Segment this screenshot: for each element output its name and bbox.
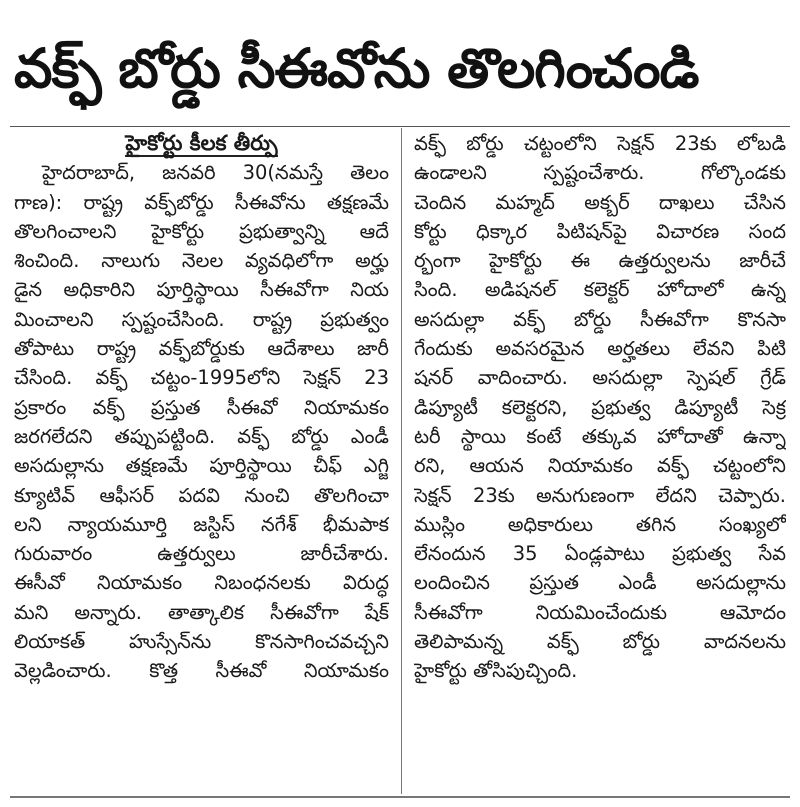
subheadline (14, 129, 389, 158)
body-line: ర్భంగా హైకోర్టు ఈ ఉత్తర్వులను జారీచే (414, 249, 786, 273)
body-line: సింది. అడిషనల్ కలెక్టర్ హోదాలో ఉన్న (414, 278, 786, 302)
body-line: గేందుకు అవసరమైన అర్హతలు లేవని పిటి (414, 337, 786, 361)
body-line: సెక్షన్ 23కు అనుగుణంగా లేదని చెప్పారు. (414, 483, 786, 507)
headline-rule (10, 126, 790, 127)
body-line: ఈసీవో నియామకం నిబంధనలకు విరుద్ధ (14, 571, 389, 595)
subheadline-text: హైకోర్టు కీలక తీర్పు (125, 131, 278, 155)
body-line: హైకోర్టు తోసిపుచ్చింది. (414, 659, 578, 683)
body-line: మించాలని స్పష్టంచేసింది. రాష్ట్ర ప్రభుత్వం (14, 307, 389, 331)
body-line: లందించిన ప్రస్తుత ఎండీ అసదుల్లాను (414, 571, 786, 595)
body-line: టరీ స్థాయి కంటే తక్కువ హోదాతో ఉన్నా (414, 424, 786, 448)
body-line: గురువారం ఉత్తర్వులు జారీచేశారు. (14, 542, 389, 566)
headline: వక్ఫ్ బోర్డు సీఈవోను తొలగించండి (14, 37, 699, 100)
body-line: అసదుల్లాను తక్షణమే పూర్తిస్థాయి చీఫ్ ఎగ్జి (14, 454, 389, 478)
body-line: జరగలేదని తప్పుపట్టింది. వక్ఫ్ బోర్డు ఎండీ (14, 424, 389, 448)
left-column (14, 129, 389, 794)
body-line: తొలగించాలని హైకోర్టు ప్రభుత్వాన్ని ఆదే (14, 219, 389, 243)
body-line: అసదుల్లా వక్ఫ్ బోర్డు సీఈవోగా కొనసా (414, 307, 786, 331)
body-line: లియాకత్ హుస్సేన్‌ను కొనసాగించవచ్చని (14, 630, 389, 654)
body-line: కోర్టు ధిక్కార పిటిషన్‌పై విచారణ సంద (414, 219, 786, 243)
body-line: హైదరాబాద్, జనవరి 30(నమస్తే తెలం (42, 161, 389, 185)
body-line: మని అన్నారు. తాత్కాలిక సీఈవోగా షేక్ (14, 600, 389, 624)
body-line: తెలిపామన్న వక్ఫ్ బోర్డు వాదనలను (414, 630, 786, 654)
right-column (414, 129, 786, 794)
body-line: గాణ): రాష్ట్ర వక్ఫ్‌బోర్డు సీఈవోను తక్షణమే (14, 190, 389, 214)
column-divider (401, 128, 402, 794)
body-line: వక్ఫ్ బోర్డు చట్టంలోని సెక్షన్ 23కు లోబడి (414, 132, 786, 155)
body-line: క్యూటివ్ ఆఫీసర్ పదవి నుంచి తొలగించా (14, 483, 389, 507)
body-line: వెల్లడించారు. కొత్త సీఈవో నియామకం (14, 659, 389, 683)
body-line: సీఈవోగా నియమించేందుకు ఆమోదం (414, 600, 786, 624)
body-line: డైన అధికారిని పూర్తిస్థాయి సీఈవోగా నియ (14, 278, 389, 302)
body-line: తోపాటు రాష్ట్ర వక్ఫ్‌బోర్డుకు ఆదేశాలు జారీ (14, 337, 389, 361)
body-line: చేసింది. వక్ఫ్ చట్టం-1995లోని సెక్షన్ 23 (14, 366, 389, 390)
body-line: ఉండాలని స్పష్టంచేశారు. గోల్కొండకు (414, 161, 786, 185)
body-line: డిప్యూటీ కలెక్టరని, ప్రభుత్వ డిప్యూటీ సెక్ర (414, 395, 786, 419)
body-line: ముస్లిం అధికారులు తగిన సంఖ్యలో (414, 512, 786, 536)
body-line: రని, ఆయన నియామకం వక్ఫ్ చట్టంలోని (414, 454, 786, 478)
body-line: లని న్యాయమూర్తి జస్టిస్ నగేశ్ భీమపాక (14, 512, 389, 536)
body-line: ప్రకారం వక్ఫ్ ప్రస్తుత సీఈవో నియామకం (14, 395, 389, 419)
body-line: చెందిన మహ్మద్ అక్బర్ దాఖలు చేసిన (414, 190, 786, 214)
bottom-rule (10, 796, 790, 798)
body-line: షనర్ వాదించారు. అసదుల్లా స్పెషల్ గ్రేడ్ (414, 366, 786, 390)
body-line: శించింది. నాలుగు నెలల వ్యవధిలోగా అర్హు (14, 249, 389, 273)
body-line: లేనందున 35 ఏండ్లపాటు ప్రభుత్వ సేవ (414, 542, 786, 566)
